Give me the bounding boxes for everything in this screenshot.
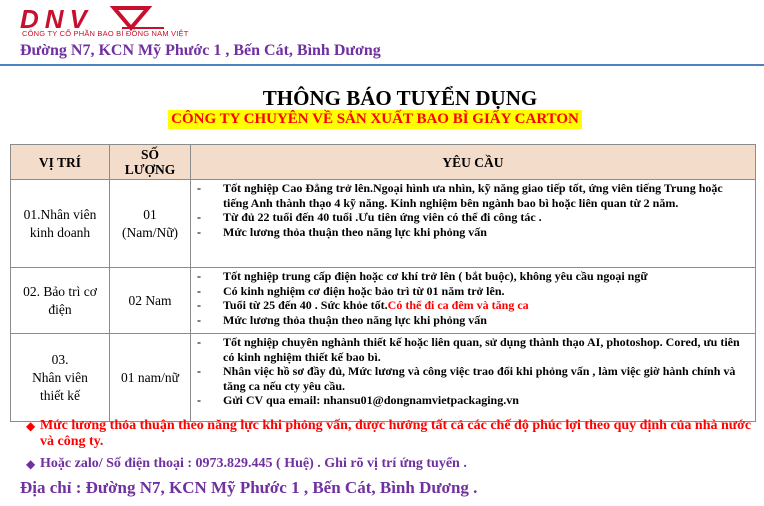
- requirement-text: Tốt nghiệp Cao Đẳng trở lên.Ngoại hình ưa nhìn, kỹ năng giao tiếp tốt, ứng viên tiếng Trung hoặc tiếng Anh thành thạo 4 kỹ năng. Kinh nghiệm bên ngành bao bì hoặc liên quan từ 2 năm.: [223, 181, 723, 210]
- requirement-item: - Tốt nghiệp Cao Đẳng trở lên.Ngoại hình ưa nhìn, kỹ năng giao tiếp tốt, ứng viên tiếng Trung hoặc tiếng Anh thành thạo 4 kỹ năng. Kinh nghiệm bên ngành bao bì hoặc liên quan từ 2 năm.: [197, 181, 723, 210]
- row-requirements: [191, 268, 756, 334]
- requirement-item: - Gửi CV qua email: nhansu01@dongnamvietpackaging.vn: [197, 393, 519, 407]
- header-quantity: [110, 145, 191, 180]
- header-divider: [0, 64, 764, 66]
- row-quantity: 01 nam/nữ: [110, 334, 191, 422]
- row-position-line1: 03.: [51, 351, 69, 367]
- requirement-text: Có kinh nghiệm cơ điện hoặc bảo trì từ 01 năm trở lên.: [223, 283, 505, 298]
- header-position: VỊ TRÍ: [11, 145, 110, 180]
- table-row: [11, 268, 756, 334]
- row-quantity: 02 Nam: [110, 268, 191, 334]
- row-position: 01.Nhân viên kinh doanh: [11, 180, 110, 268]
- requirement-item: - Tốt nghiệp chuyên nghành thiết kế hoặc liên quan, sử dụng thành thạo AI, photoshop. Cored, ưu tiên có kinh nghiệm thiết kế bao bì.: [197, 335, 740, 364]
- table-row: [11, 334, 756, 422]
- requirement-text: Tốt nghiệp trung cấp điện hoặc cơ khí trở lên ( bắt buộc), không yêu cầu ngoại ngữ: [223, 269, 648, 283]
- company-name: CÔNG TY CỔ PHẦN BAO BÌ ĐÔNG NAM VIỆT: [22, 29, 189, 38]
- row-requirements: [191, 334, 756, 422]
- requirement-text: Mức lương thỏa thuận theo năng lực khi phỏng vấn: [223, 312, 487, 327]
- footer-notes: [0, 418, 764, 472]
- benefits-note: [26, 418, 764, 450]
- requirement-item: - Từ đủ 22 tuổi đến 40 tuổi .Ưu tiên ứng viên có thể đi công tác .: [197, 210, 542, 224]
- jobs-table: [10, 144, 756, 422]
- row-position-line3: thiết kế: [39, 387, 81, 403]
- requirement-item: - Có kinh nghiệm cơ điện hoặc bảo trì từ 01 năm trở lên.: [197, 283, 505, 298]
- contact-text: Hoặc zalo/ Số điện thoại : 0973.829.445 ( Huệ) . Ghi rõ vị trí ứng tuyển .: [40, 456, 467, 471]
- requirement-item: - Mức lương thỏa thuận theo năng lực khi phỏng vấn: [197, 312, 487, 327]
- requirement-text: Mức lương thỏa thuận theo năng lực khi phỏng vấn: [223, 224, 487, 239]
- row-position-line2: Nhân viên: [32, 369, 88, 385]
- requirement-item: - Mức lương thỏa thuận theo năng lực khi phỏng vấn: [197, 224, 487, 239]
- row-position: 02. Bảo trì cơ điện: [11, 268, 110, 334]
- notice-title: THÔNG BÁO TUYỂN DỤNG: [262, 86, 538, 110]
- header-quantity-line2: LƯỢNG: [124, 162, 176, 177]
- row-requirements: [191, 180, 756, 268]
- requirement-text: Gửi CV qua email: nhansu01@dongnamvietpackaging.vn: [223, 393, 519, 407]
- logo-text: DNV: [20, 6, 93, 34]
- diamond-bullet-icon: ◆: [26, 457, 36, 471]
- requirement-text: Tốt nghiệp chuyên nghành thiết kế hoặc liên quan, sử dụng thành thạo AI, photoshop. Cored, ưu tiên có kinh nghiệm thiết kế bao bì.: [223, 335, 740, 364]
- notice-subtitle-wrap: [0, 110, 750, 129]
- requirement-item: - Tuổi từ 25 đến 40 . Sức khỏe tốt.Có thể đi ca đêm và tăng ca: [197, 298, 529, 312]
- row-position: [11, 334, 110, 422]
- header-requirements: YÊU CẦU: [191, 145, 756, 180]
- requirement-text: Từ đủ 22 tuổi đến 40 tuổi .Ưu tiên ứng viên có thể đi công tác .: [223, 210, 542, 224]
- contact-note: [26, 456, 764, 472]
- requirement-item: - Tốt nghiệp trung cấp điện hoặc cơ khí trở lên ( bắt buộc), không yêu cầu ngoại ngữ: [197, 269, 648, 283]
- requirement-text: Tuổi từ 25 đến 40 . Sức khỏe tốt.: [223, 298, 388, 312]
- requirement-item: - Nhân việc hồ sơ đầy đủ, Mức lương và công việc trao đổi khi phỏng vấn , làm việc giờ hành chính và tăng ca nếu cty yêu cầu.: [197, 364, 736, 393]
- diamond-bullet-icon: ◆: [26, 419, 36, 433]
- requirement-text: Nhân việc hồ sơ đầy đủ, Mức lương và công việc trao đổi khi phỏng vấn , làm việc giờ hành chính và tăng ca nếu cty yêu cầu.: [223, 364, 736, 393]
- notice-subtitle: CÔNG TY CHUYÊN VỀ SẢN XUẤT BAO BÌ GIẤY CARTON: [168, 110, 582, 129]
- benefits-text: Mức lương thỏa thuận theo năng lực khi phỏng vấn, được hưởng tất cả các chế độ phúc lợi theo quy định của nhà nước và công ty.: [40, 418, 752, 449]
- table-row: [11, 180, 756, 268]
- row-quantity: 01 (Nam/Nữ): [110, 180, 191, 268]
- table-header-row: [11, 145, 756, 180]
- requirement-highlight: Có thể đi ca đêm và tăng ca: [387, 298, 529, 312]
- footer-address: Địa chỉ : Đường N7, KCN Mỹ Phước 1 , Bến Cát, Bình Dương .: [20, 478, 478, 497]
- header-quantity-line1: SỐ: [140, 147, 159, 162]
- header-address: Đường N7, KCN Mỹ Phước 1 , Bến Cát, Bình Dương: [20, 42, 381, 59]
